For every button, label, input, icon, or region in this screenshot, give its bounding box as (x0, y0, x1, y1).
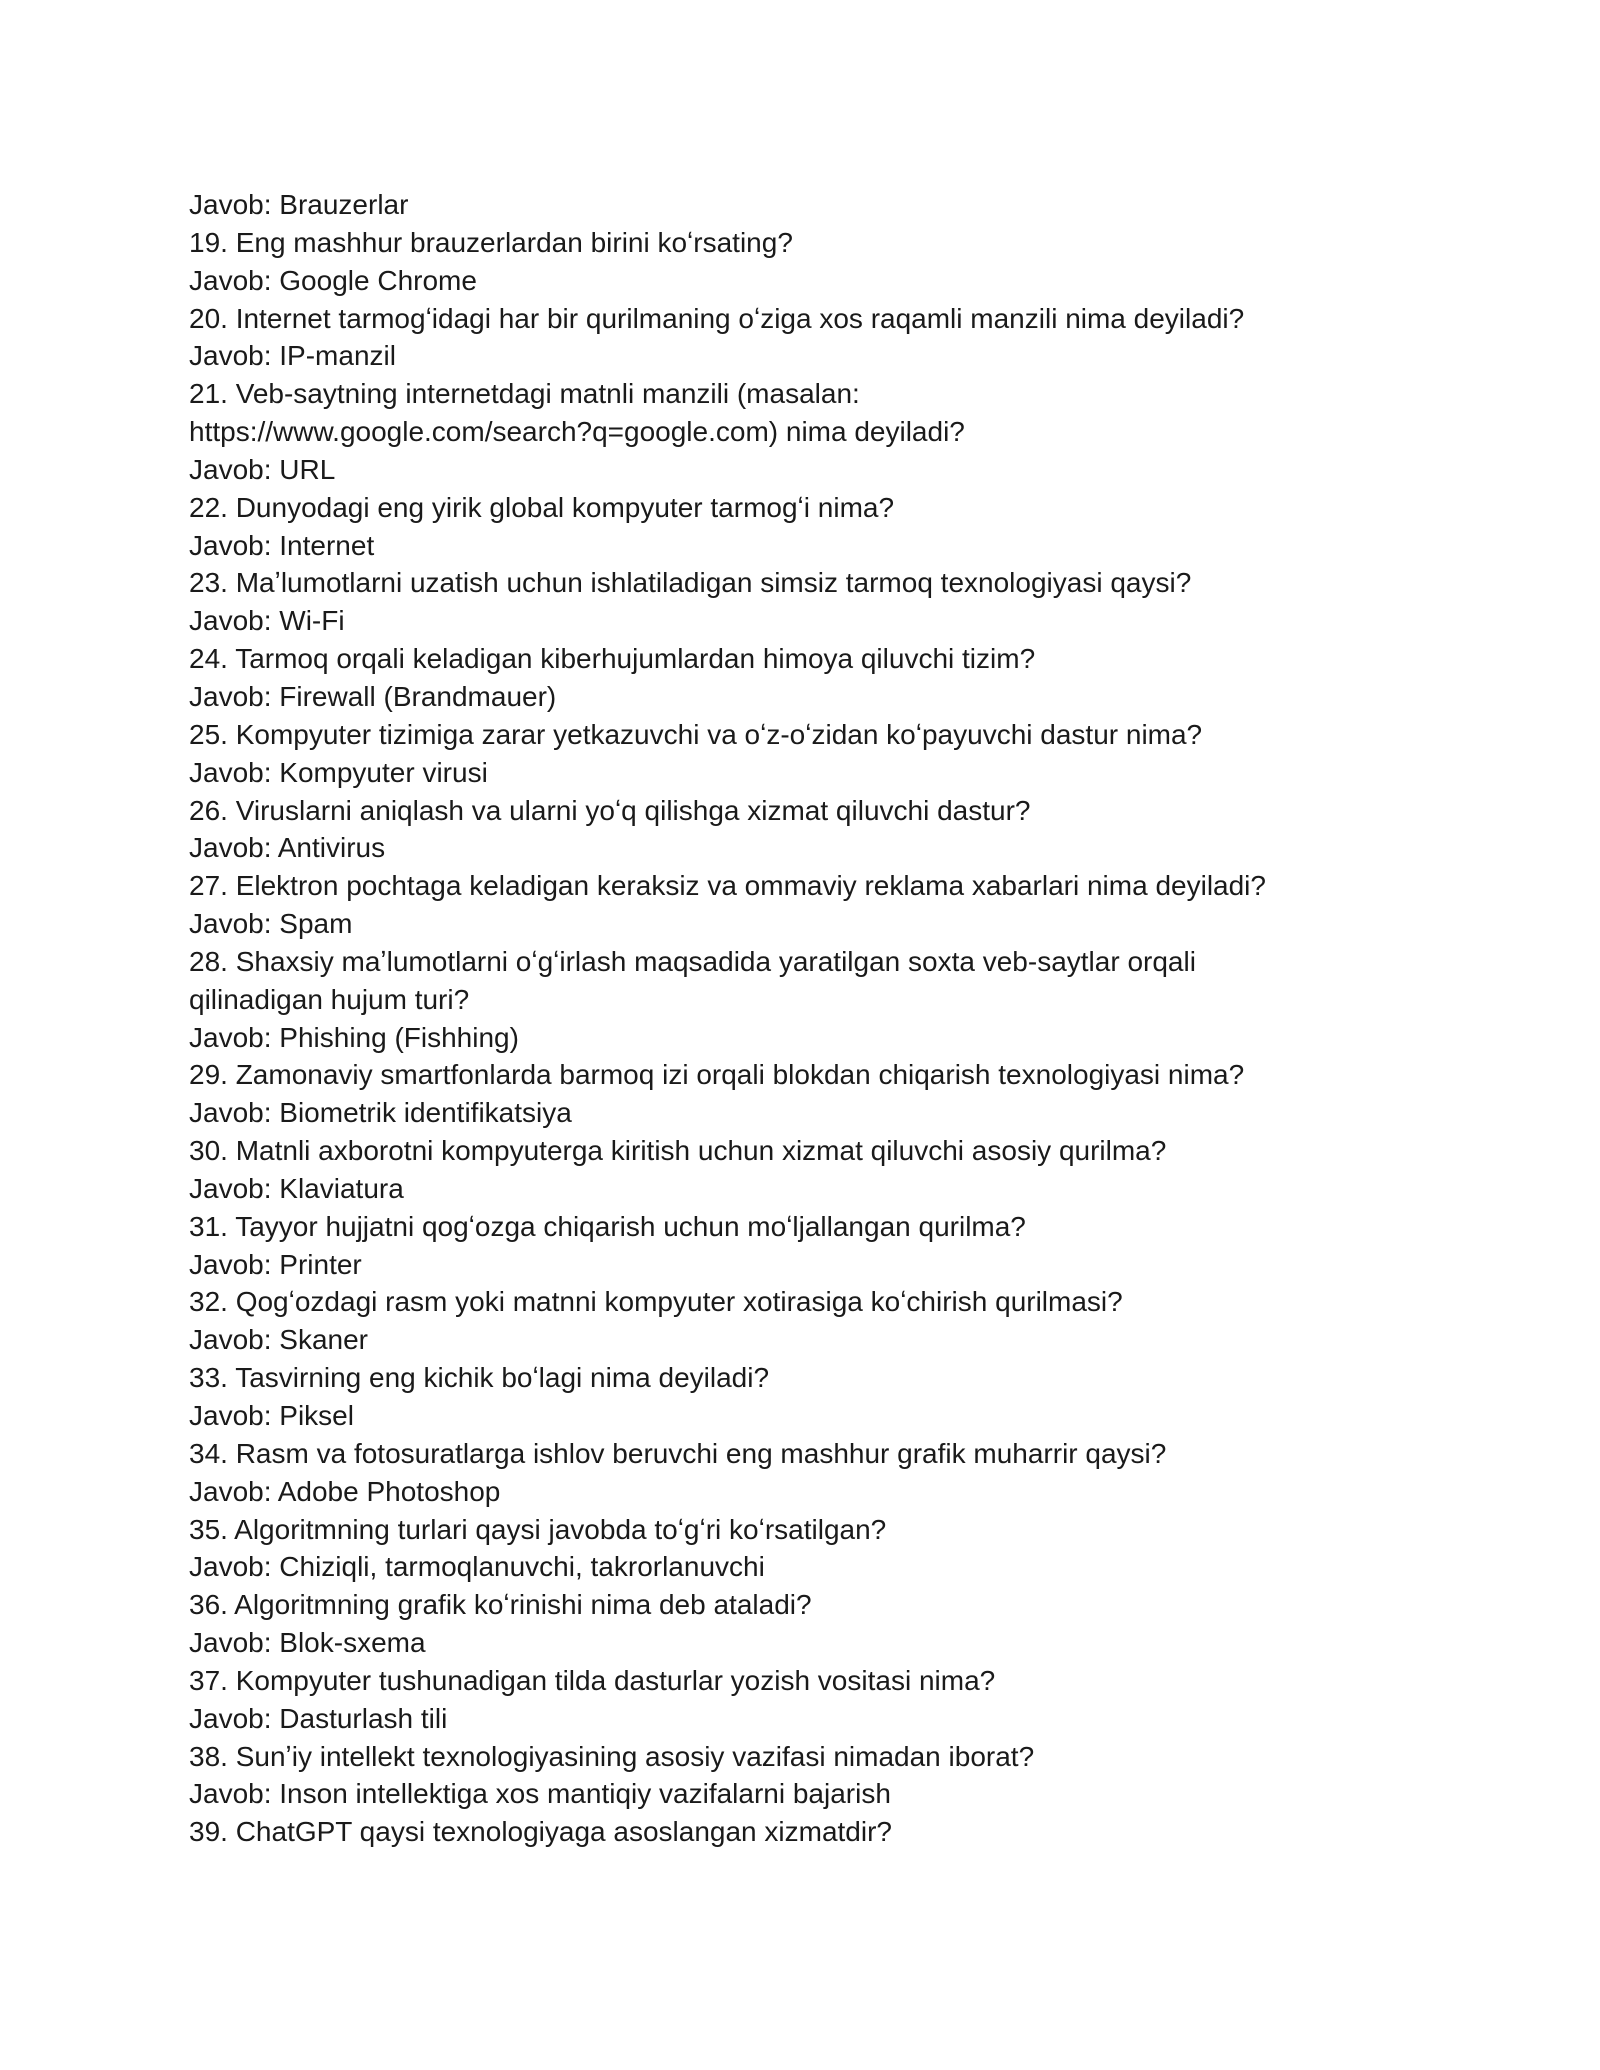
answer-line: Javob: Skaner (189, 1324, 368, 1356)
answer-line: Javob: Klaviatura (189, 1172, 404, 1204)
answer-line: Javob: Kompyuter virusi (189, 756, 488, 788)
answer-line: Javob: Antivirus (189, 832, 386, 864)
answer-line: Javob: Brauzerlar (189, 189, 409, 220)
question-line: 24. Tarmoq orqali keladigan kiberhujumlardan himoya qiluvchi tizim? (189, 643, 1036, 675)
answer-line: Javob: Adobe Photoshop (189, 1475, 501, 1507)
question-line: 26. Viruslarni aniqlash va ularni yoʻq qilishga xizmat qiluvchi dastur? (189, 794, 1031, 826)
question-line: 22. Dunyodagi eng yirik global kompyuter tarmogʻi nima? (189, 491, 895, 523)
answer-line: Javob: URL (189, 453, 336, 485)
question-line: qilinadigan hujum turi? (189, 983, 470, 1015)
question-line: 30. Matnli axborotni kompyuterga kiritish uchun xizmat qiluvchi asosiy qurilma? (189, 1135, 1167, 1167)
question-line: 37. Kompyuter tushunadigan tilda dasturlar yozish vositasi nima? (189, 1664, 996, 1696)
answer-line: Javob: Google Chrome (189, 264, 477, 296)
answer-line: Javob: Phishing (Fishhing) (189, 1021, 519, 1053)
question-line: 31. Tayyor hujjatni qogʻozga chiqarish uchun moʻljallangan qurilma? (189, 1210, 1026, 1242)
answer-line: Javob: Chiziqli, tarmoqlanuvchi, takrorlanuvchi (189, 1551, 765, 1583)
answer-line: Javob: Spam (189, 908, 353, 940)
answer-line: Javob: Firewall (Brandmauer) (189, 680, 557, 712)
question-line: 21. Veb-saytning internetdagi matnli manzili (masalan: (189, 378, 860, 410)
answer-line: Javob: Printer (189, 1248, 362, 1280)
question-line: 35. Algoritmning turlari qaysi javobda toʻgʻri koʻrsatilgan? (189, 1513, 887, 1545)
question-line: 23. Maʼlumotlarni uzatish uchun ishlatiladigan simsiz tarmoq texnologiyasi qaysi? (189, 567, 1192, 599)
answer-line: Javob: Blok-sxema (189, 1627, 426, 1659)
question-line: https://www.google.com/search?q=google.com) nima deyiladi? (189, 416, 965, 448)
question-line: 39. ChatGPT qaysi texnologiyaga asoslangan xizmatdir? (189, 1816, 892, 1848)
question-line: 27. Elektron pochtaga keladigan keraksiz va ommaviy reklama xabarlari nima deyiladi? (189, 870, 1266, 902)
question-line: 36. Algoritmning grafik koʻrinishi nima deb ataladi? (189, 1589, 812, 1621)
answer-line: Javob: Piksel (189, 1400, 354, 1431)
answer-line: Javob: Internet (189, 529, 375, 561)
question-line: 38. Sunʼiy intellekt texnologiyasining asosiy vazifasi nimadan iborat? (189, 1740, 1035, 1772)
answer-line: Javob: Dasturlash tili (189, 1702, 448, 1734)
answer-line: Javob: Wi-Fi (189, 605, 345, 637)
question-line: 19. Eng mashhur brauzerlardan birini koʻrsating? (189, 226, 793, 258)
document-body (189, 186, 1429, 1851)
question-line: 20. Internet tarmogʻidagi har bir qurilmaning oʻziga xos raqamli manzili nima deyiladi? (189, 302, 1245, 334)
answer-line: Javob: Biometrik identifikatsiya (189, 1097, 572, 1129)
question-line: 34. Rasm va fotosuratlarga ishlov beruvchi eng mashhur grafik muharrir qaysi? (189, 1437, 1167, 1469)
question-line: 25. Kompyuter tizimiga zarar yetkazuvchi va oʻz-oʻzidan koʻpayuvchi dastur nima? (189, 718, 1203, 750)
answer-line: Javob: IP-manzil (189, 340, 396, 372)
answer-line: Javob: Inson intellektiga xos mantiqiy vazifalarni bajarish (189, 1778, 891, 1810)
question-line: 33. Tasvirning eng kichik boʻlagi nima deyiladi? (189, 1362, 770, 1394)
question-line: 29. Zamonaviy smartfonlarda barmoq izi orqali blokdan chiqarish texnologiyasi nima? (189, 1059, 1245, 1091)
question-line: 32. Qogʻozdagi rasm yoki matnni kompyuter xotirasiga koʻchirish qurilmasi? (189, 1286, 1123, 1318)
question-line: 28. Shaxsiy maʼlumotlarni oʻgʻirlash maqsadida yaratilgan soxta veb-saytlar orqali (189, 945, 1196, 977)
